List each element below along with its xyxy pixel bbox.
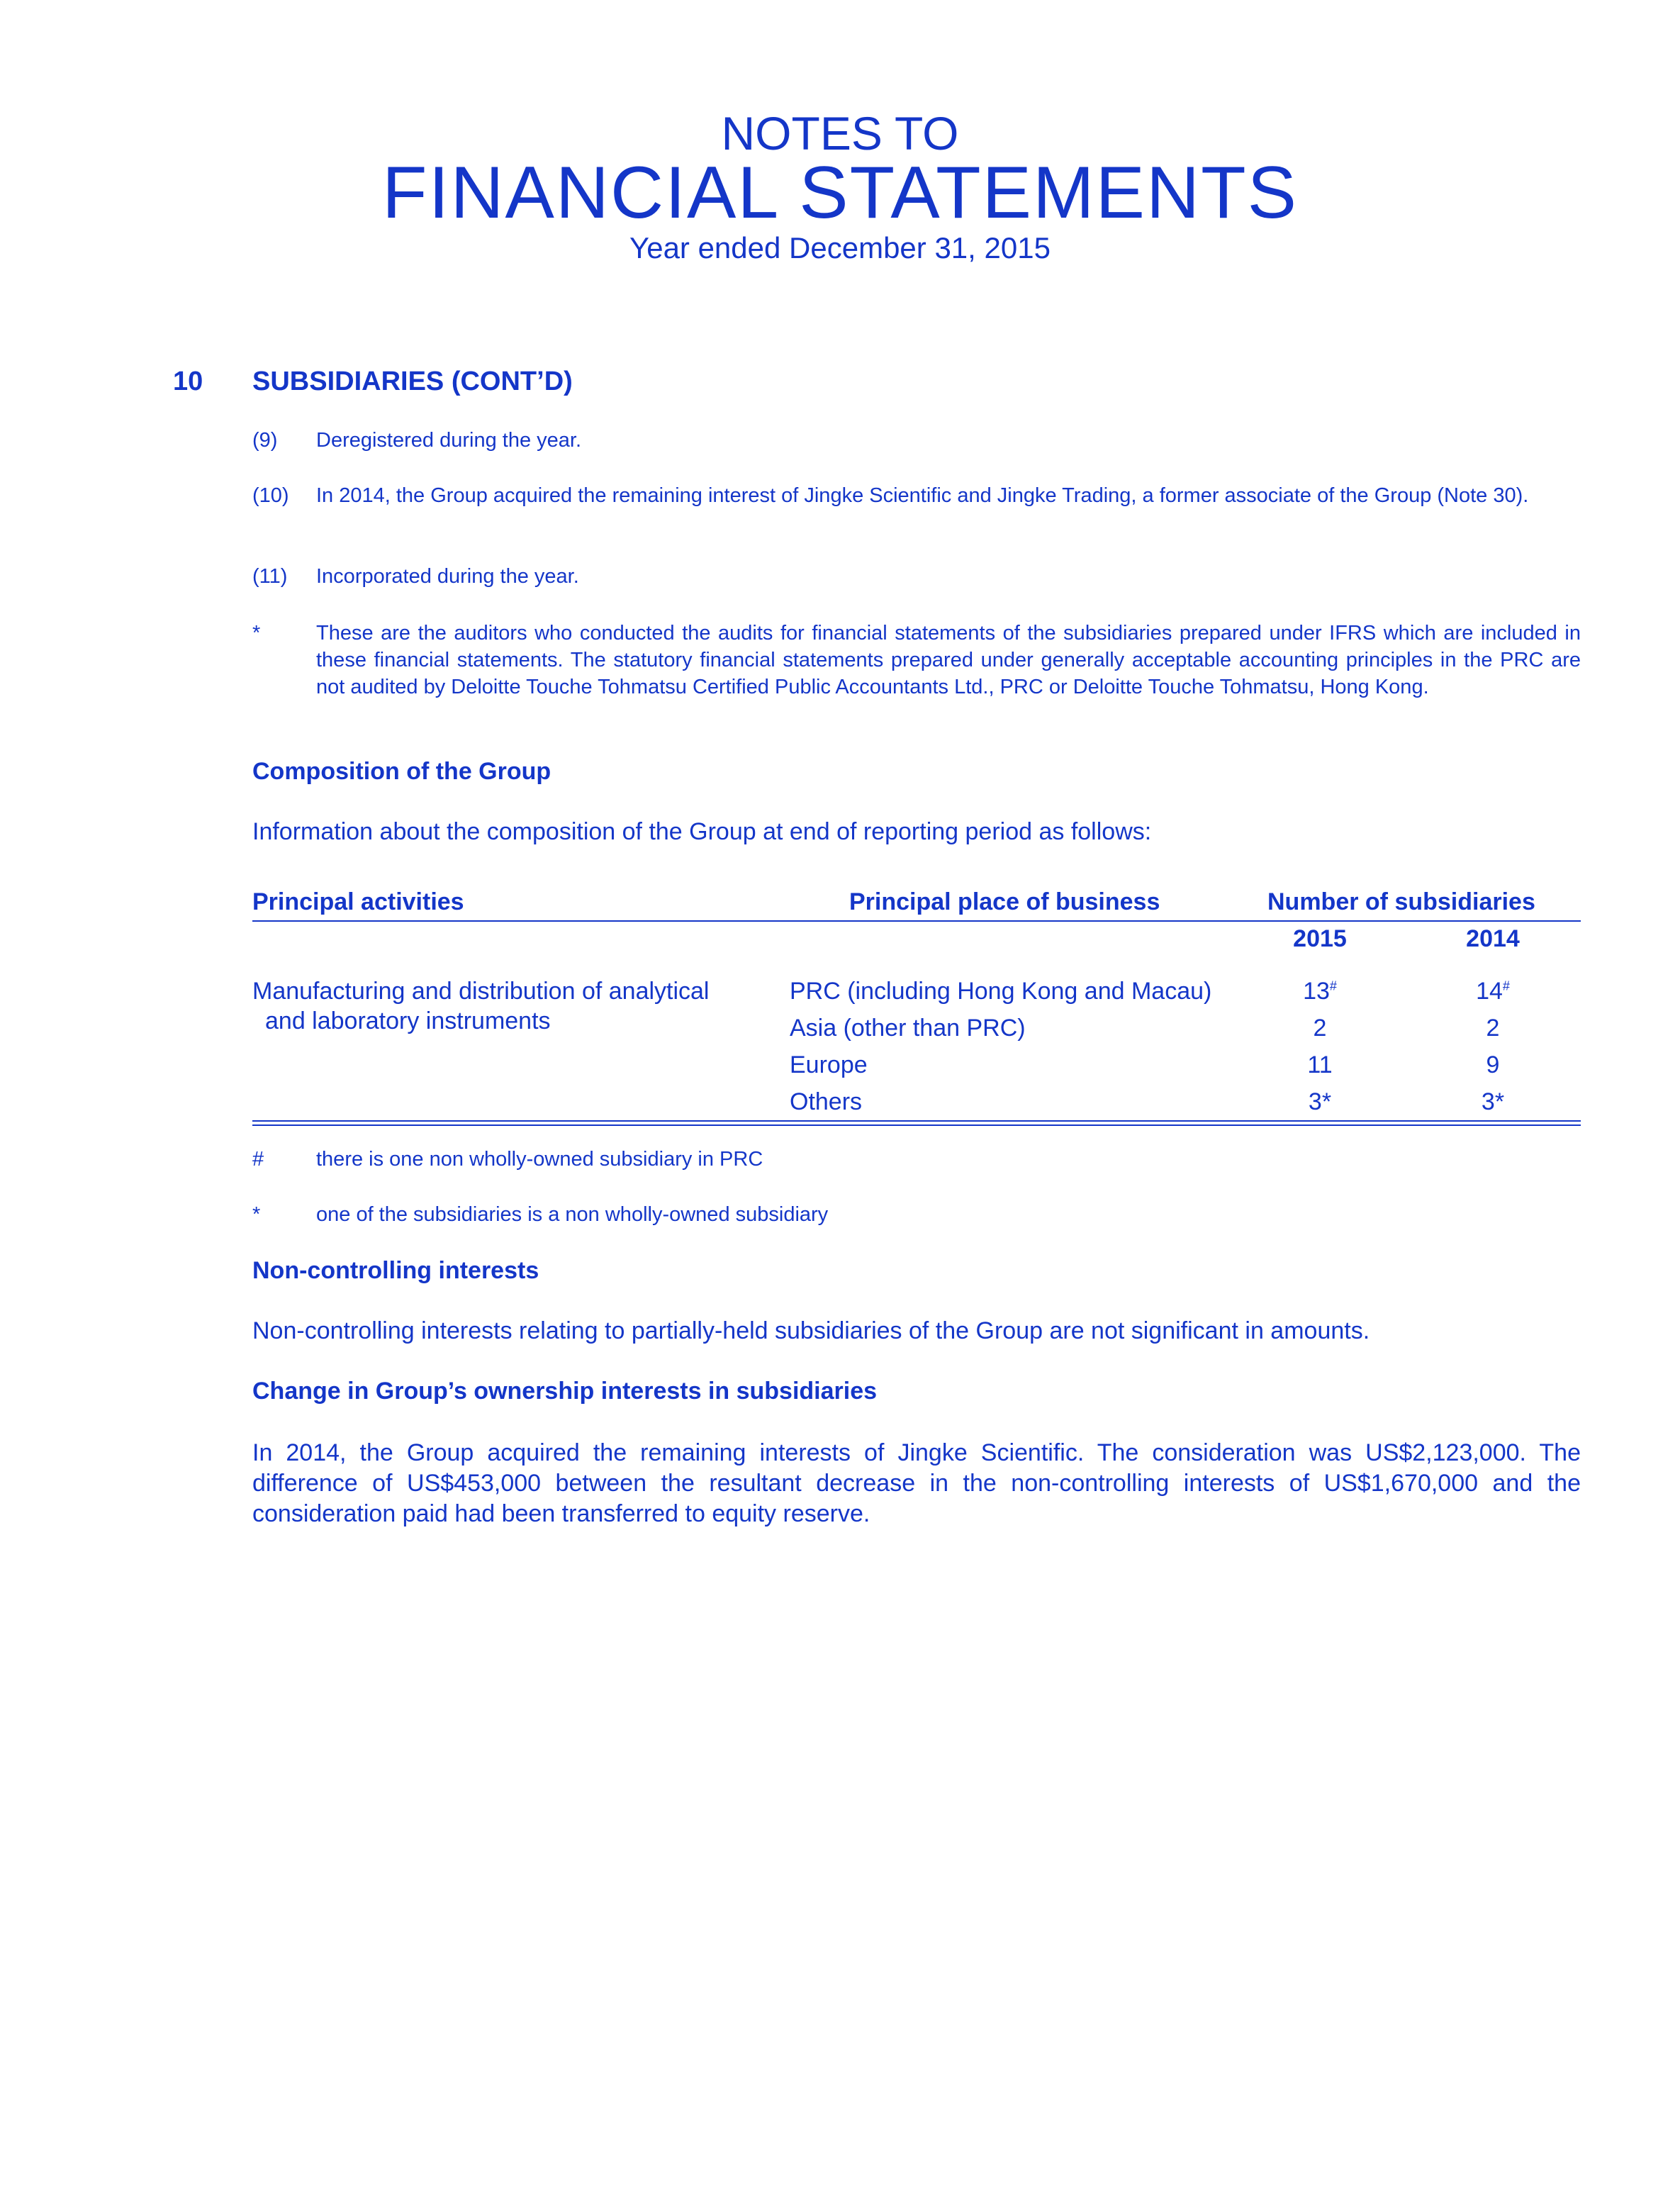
change-heading: Change in Group’s ownership interests in subsidiaries (252, 1378, 878, 1405)
section-number: 10 (173, 367, 203, 396)
composition-intro: Information about the composition of the Group at end of reporting period as follows: (252, 818, 1152, 845)
value-2015-cell: 2 (1313, 1015, 1327, 1042)
footnote-text: one of the subsidiaries is a non wholly-owned subsidiary (316, 1203, 829, 1226)
note-mark: (9) (252, 429, 278, 452)
place-cell: Others (790, 1088, 863, 1115)
table-double-rule-top (252, 1120, 1581, 1122)
value-2014-cell: 14# (1476, 978, 1510, 1005)
value-2014-cell: 9 (1486, 1051, 1500, 1078)
col-header-number: Number of subsidiaries (1267, 888, 1535, 915)
value-2015-cell: 3* (1308, 1088, 1332, 1115)
note-mark: * (252, 622, 261, 644)
value-2015-cell: 11 (1307, 1051, 1333, 1078)
note-text: Incorporated during the year. (316, 565, 579, 588)
col-header-place: Principal place of business (849, 888, 1160, 915)
note-text: Deregistered during the year. (316, 429, 581, 452)
composition-heading: Composition of the Group (252, 758, 551, 785)
footnote-mark: * (252, 1203, 261, 1226)
col-header-2014: 2014 (1466, 925, 1520, 952)
change-text: In 2014, the Group acquired the remaining interests of Jingke Scientific. The consideration was US$2,123,000. The difference of US$453,000 between the resultant decrease in the non-controlling interests of US$1,670,000 and the consideration paid had been transferred to equity reserve. (252, 1439, 1581, 1527)
activity-line: and laboratory instruments (265, 1008, 551, 1034)
header-financial-statements: FINANCIAL STATEMENTS (382, 152, 1298, 234)
place-cell: PRC (including Hong Kong and Macau) (790, 978, 1212, 1005)
note-mark: (11) (252, 565, 288, 588)
value-2014-cell: 2 (1486, 1015, 1500, 1042)
note-text: These are the auditors who conducted the audits for financial statements of the subsidiaries prepared under IFRS which are included in these financial statements. The statutory financial statements prepared under generally acceptable accounting principles in the PRC are not audited by Deloitte Touche Tohmatsu Certified Public Accountants Ltd., PRC or Deloitte Touche Tohmatsu, Hong Kong. (316, 622, 1581, 698)
hash-marker: # (1502, 978, 1510, 993)
header-rule (252, 920, 1581, 922)
table-double-rule-bottom (252, 1124, 1581, 1126)
place-cell: Asia (other than PRC) (790, 1015, 1026, 1042)
footnote-text: there is one non wholly-owned subsidiary in PRC (316, 1148, 763, 1171)
value-2014-cell: 3* (1481, 1088, 1505, 1115)
note-mark: (10) (252, 484, 289, 507)
section-title: SUBSIDIARIES (CONT’D) (252, 367, 573, 396)
col-header-2015: 2015 (1293, 925, 1347, 952)
place-cell: Europe (790, 1051, 868, 1078)
col-header-activities: Principal activities (252, 888, 464, 915)
note-text: In 2014, the Group acquired the remaining interest of Jingke Scientific and Jingke Trading, a former associate of the Group (Note 30). (316, 484, 1529, 507)
footnote-mark: # (252, 1148, 264, 1171)
header-notes-to: NOTES TO (721, 107, 959, 160)
nci-heading: Non-controlling interests (252, 1257, 539, 1284)
hash-marker: # (1329, 978, 1337, 993)
value-2015-cell: 13# (1303, 978, 1337, 1005)
nci-text: Non-controlling interests relating to partially-held subsidiaries of the Group are not significant in amounts. (252, 1317, 1370, 1344)
activity-line: Manufacturing and distribution of analytical (252, 978, 710, 1005)
header-year-ended: Year ended December 31, 2015 (629, 231, 1051, 264)
